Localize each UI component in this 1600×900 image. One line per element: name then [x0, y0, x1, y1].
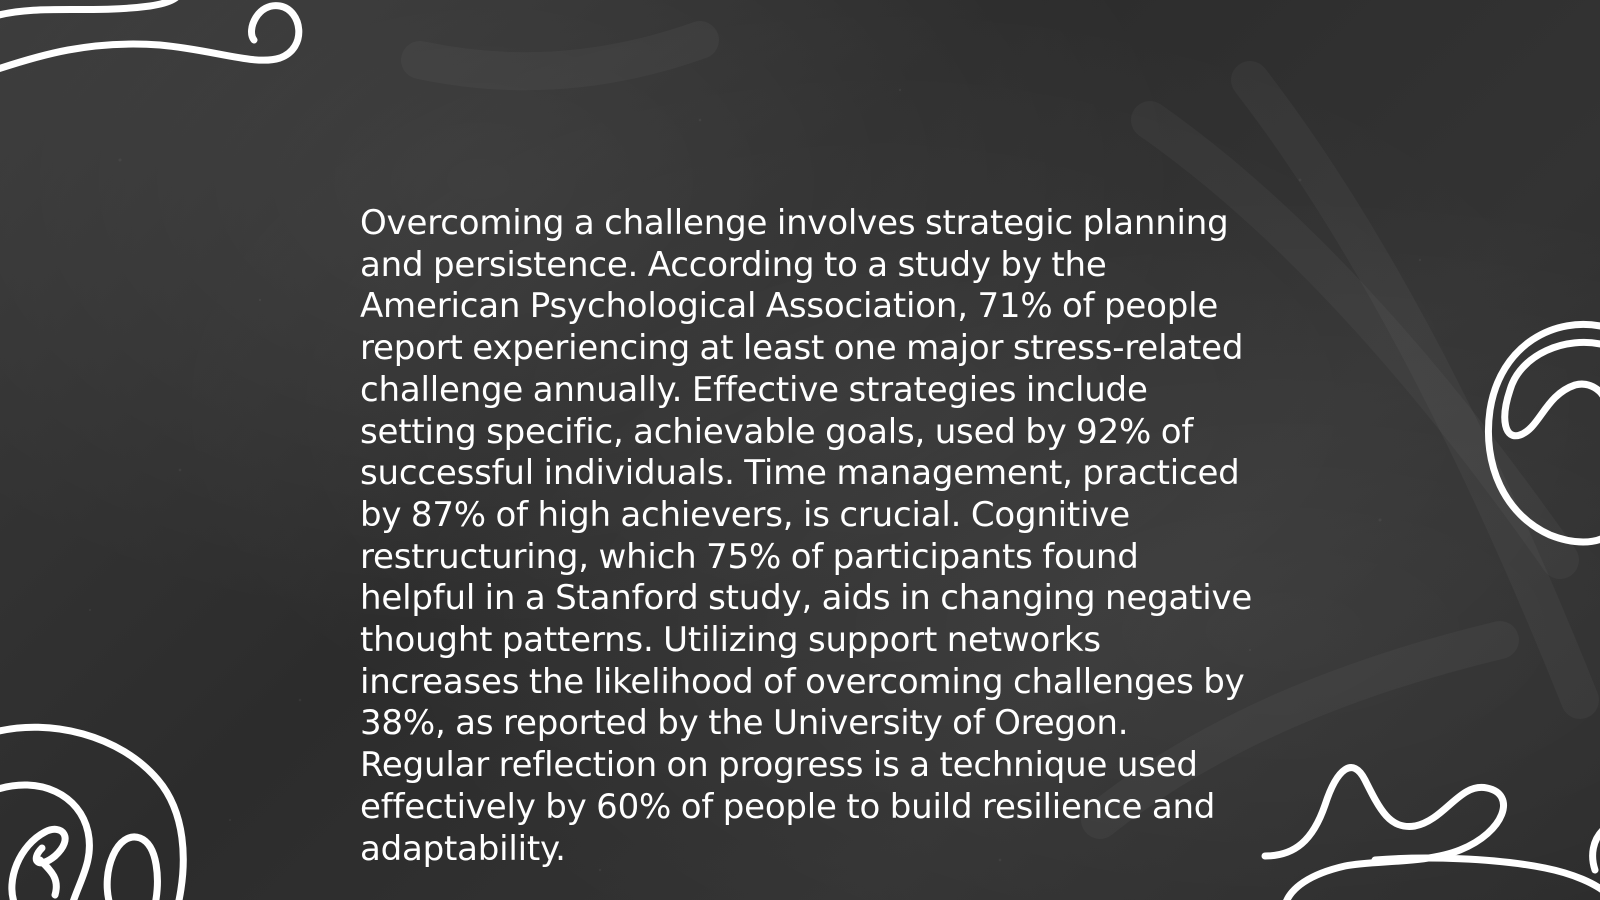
bottom-left-spiral-doodle: [0, 720, 200, 900]
right-loop-doodle: [1480, 315, 1600, 565]
top-left-squiggle-doodle: [0, 0, 320, 90]
bottom-right-squiggle-doodle: [1255, 760, 1600, 900]
slide-body-text: Overcoming a challenge involves strategic planning and persistence. According to a study by the American Psychological Association, 71% of people report experiencing at least one major stress-related challenge annually. Effective strategies include setting specific, achievable goals, used by 92% of successful individuals. Time management, practiced by 87% of high achievers, is crucial. Cognitive restructuring, which 75% of participants found helpful in a Stanford study, aids in changing negative thought patterns. Utilizing support networks increases the likelihood of overcoming challenges by 38%, as reported by the University of Oregon. Regular reflection on progress is a technique used effectively by 60% of people to build resilience and adaptability.: [360, 203, 1253, 869]
